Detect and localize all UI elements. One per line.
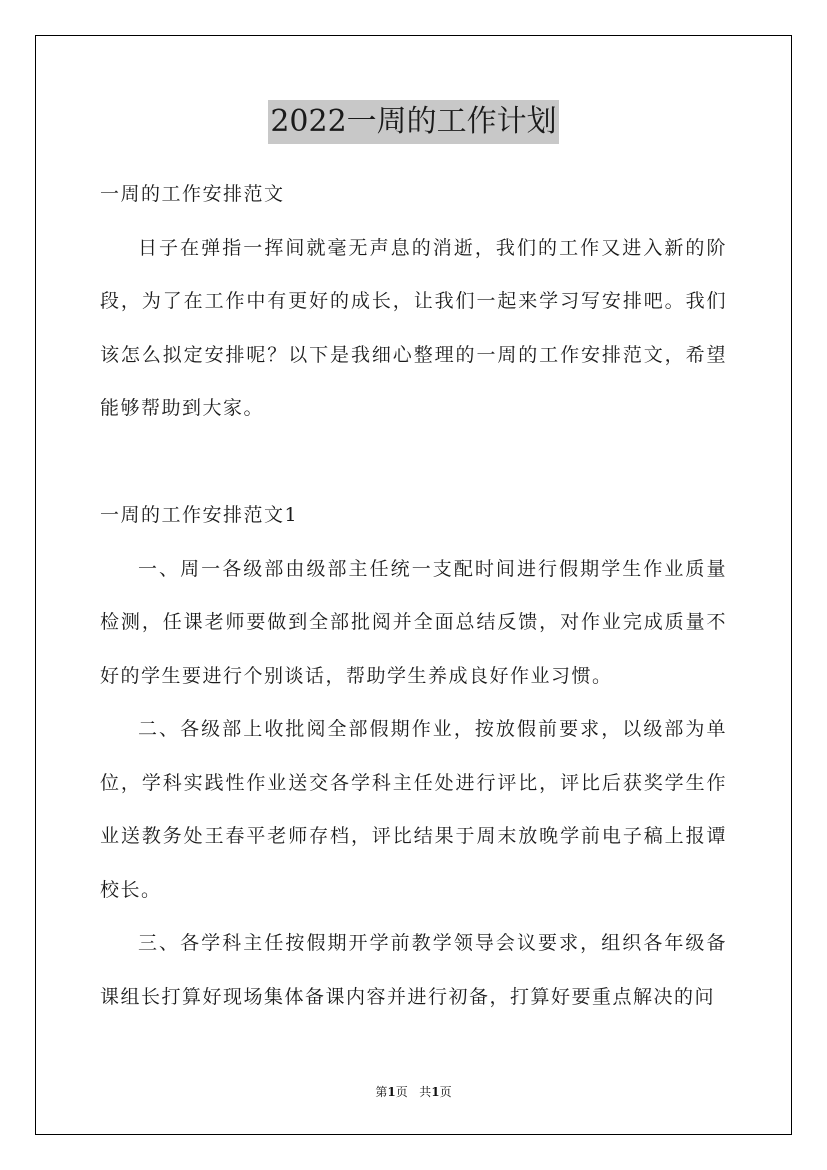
- paragraph: 日子在弹指一挥间就毫无声息的消逝，我们的工作又进入新的阶段，为了在工作中有更好的成长，让我们一起来学习写安排吧。我们该怎么拟定安排呢？以下是我细心整理的一周的工作安排范文，希望能够帮助到大家。: [100, 236, 727, 419]
- paragraph: 一、周一各级部由级部主任统一支配时间进行假期学生作业质量检测，任课老师要做到全部批阅并全面总结反馈，对作业完成质量不好的学生要进行个别谈话，帮助学生养成良好作业习惯。: [100, 557, 727, 687]
- section-heading: 一周的工作安排范文: [100, 183, 285, 205]
- blank-line: [100, 436, 727, 490]
- paragraph: 二、各级部上收批阅全部假期作业，按放假前要求，以级部为单位，学科实践性作业送交各学科主任处进行评比，评比后获奖学生作业送教务处王春平老师存档，评比结果于周末放晚学前电子稿上报谭校长。: [100, 718, 727, 901]
- title-container: [0, 100, 827, 144]
- page-total: 1: [431, 1085, 440, 1099]
- section-heading: 一周的工作安排范文1: [100, 504, 299, 526]
- paragraph: 三、各学科主任按假期开学前教学领导会议要求，组织各年级备课组长打算好现场集体备课内容并进行初备，打算好要重点解决的问: [100, 932, 727, 1008]
- page-footer: [0, 1083, 827, 1100]
- document-title: 2022一周的工作计划: [268, 100, 558, 144]
- page-suffix: 页: [395, 1085, 408, 1099]
- total-suffix: 页: [439, 1085, 452, 1099]
- document-body: [100, 168, 727, 1024]
- page-prefix: 第: [375, 1085, 388, 1099]
- page-current: 1: [387, 1085, 396, 1099]
- total-prefix: 共: [419, 1085, 432, 1099]
